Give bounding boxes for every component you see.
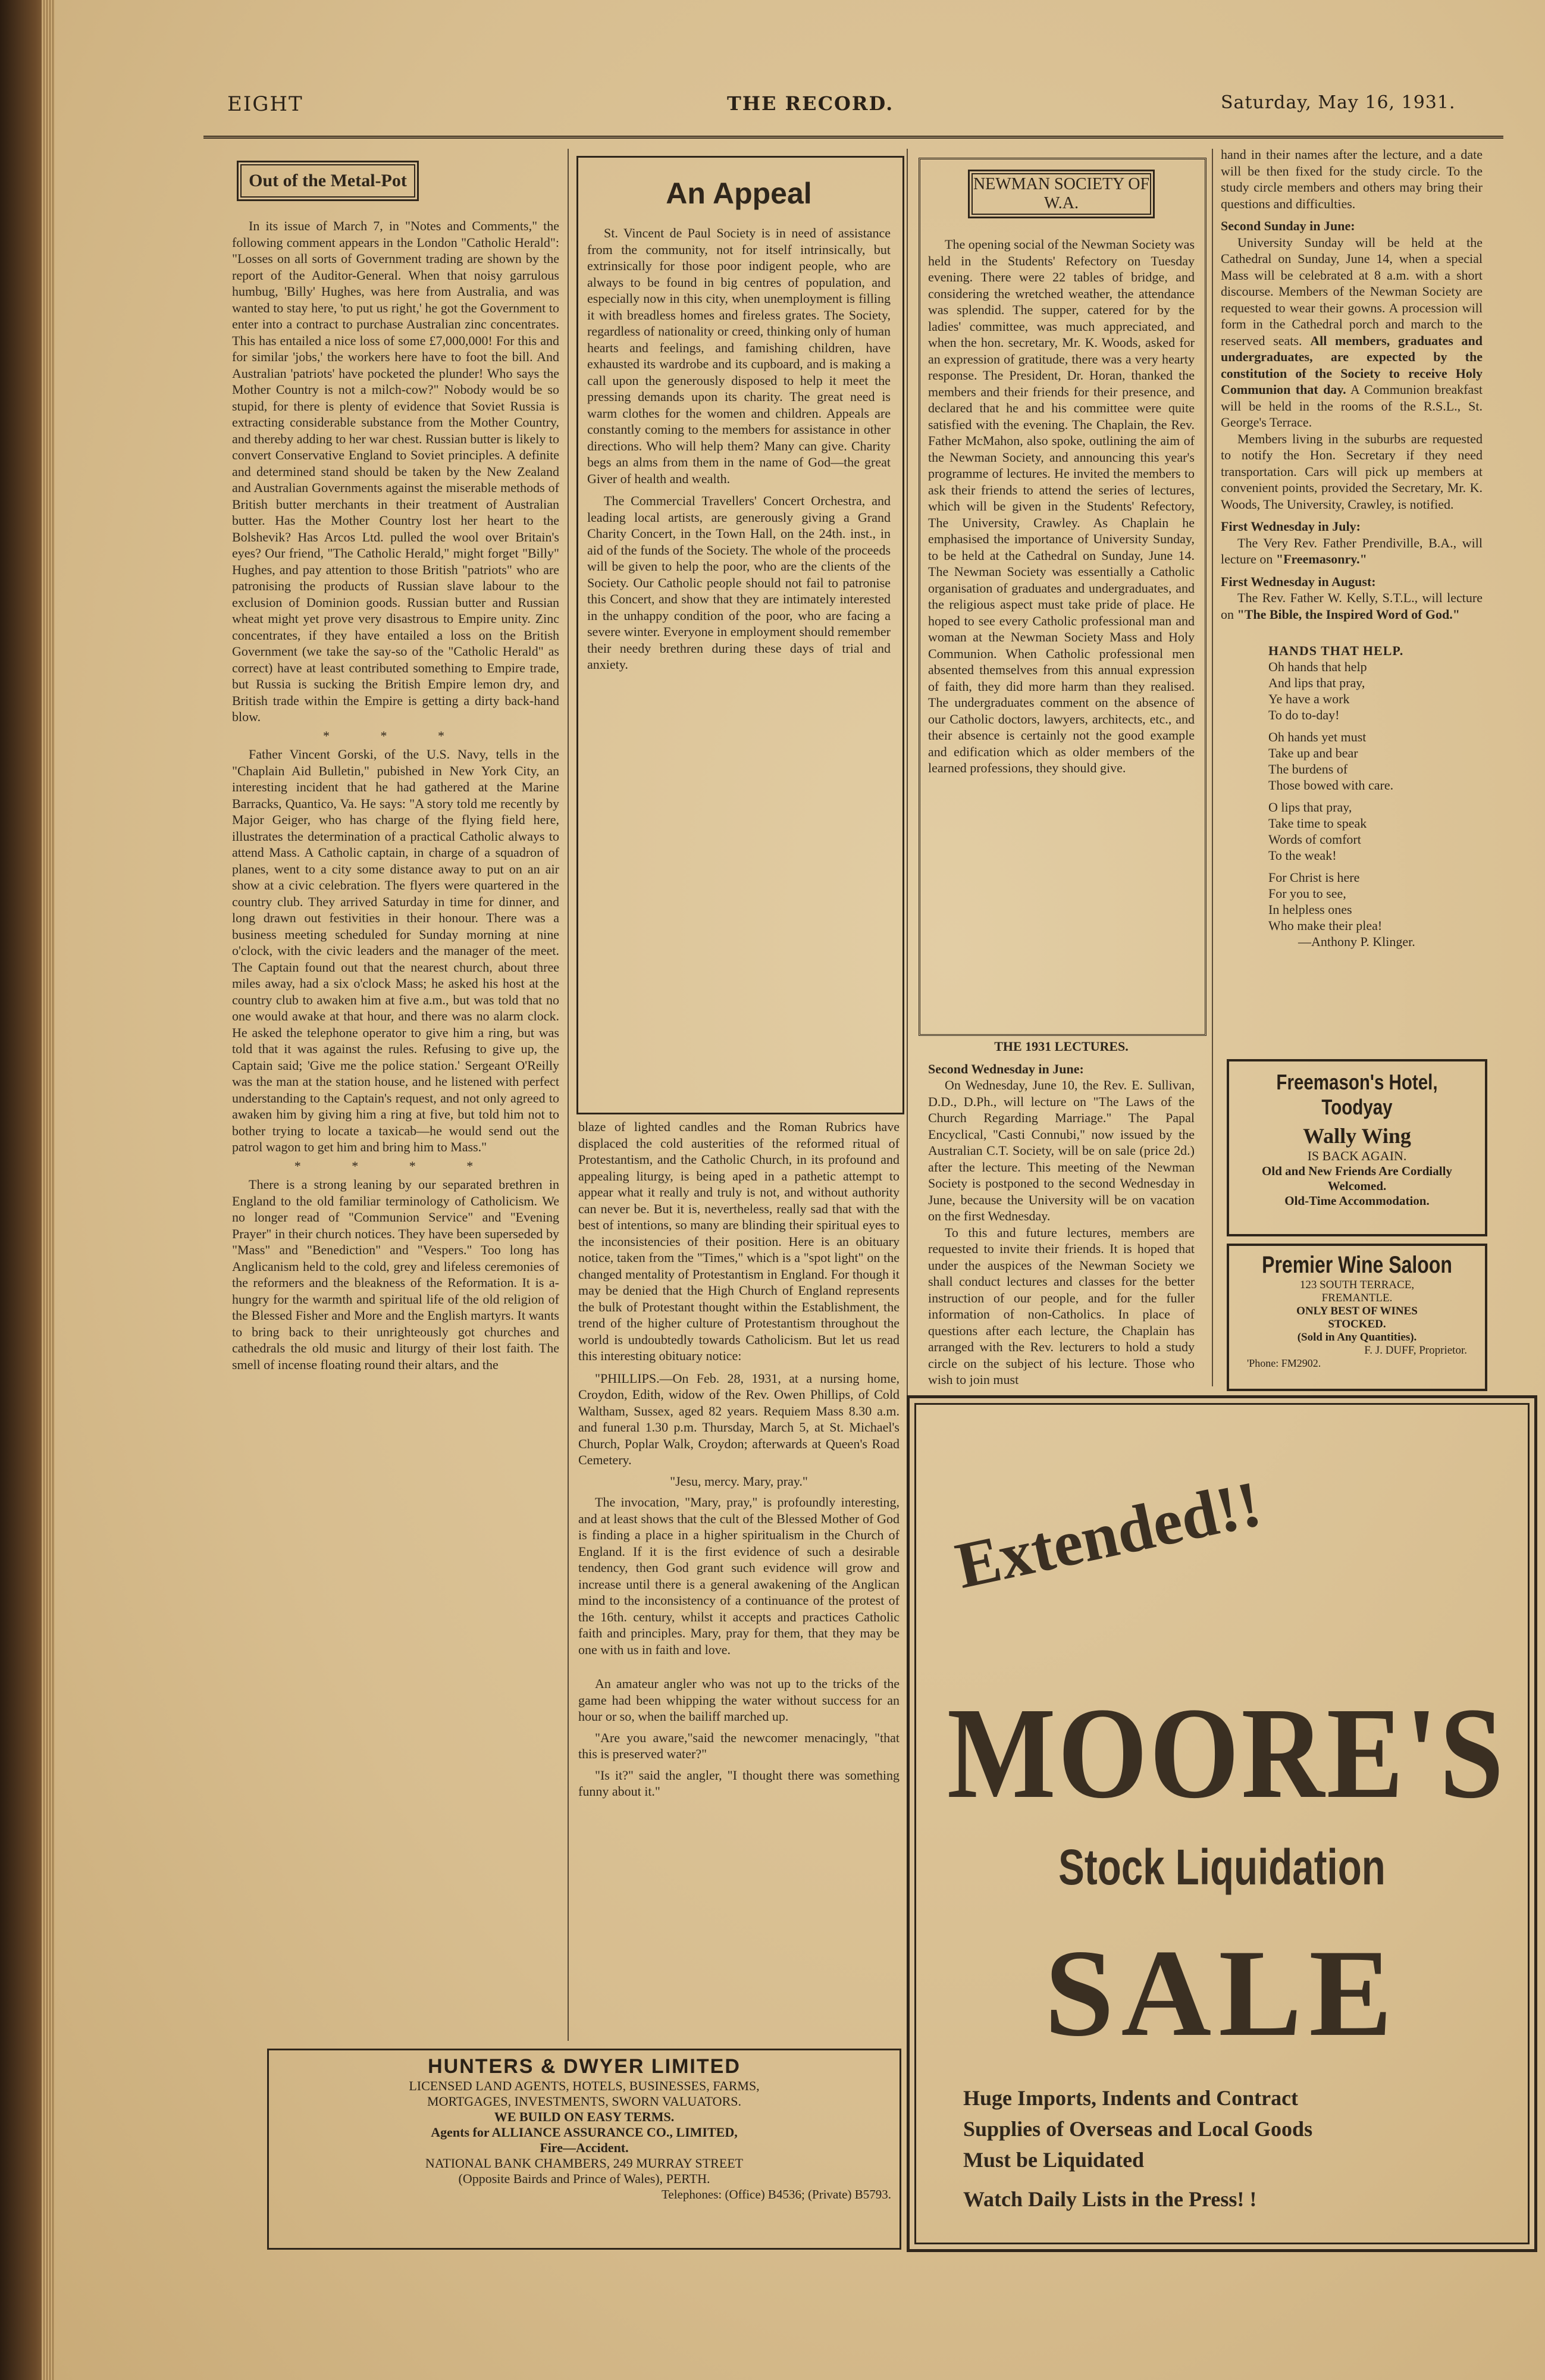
ad-line: F. J. DUFF, Proprietor. (1364, 1344, 1467, 1357)
newman-title: NEWMAN SOCIETY OF W.A. (968, 170, 1155, 218)
ad-line: 123 SOUTH TERRACE, (1299, 1279, 1415, 1291)
obituary-invocation: "Jesu, mercy. Mary, pray." (670, 1473, 808, 1489)
poem-line: Ye have a work (1268, 691, 1350, 706)
ad-line: Agents for ALLIANCE ASSURANCE CO., LIMITED, (431, 2125, 738, 2140)
ad-name: MOORE'S (947, 1680, 1506, 1825)
ad-line: Must be Liquidated (963, 2148, 1145, 2172)
ad-subtitle: Stock Liquidation (1058, 1839, 1386, 1895)
poem-line: Words of comfort (1268, 832, 1361, 847)
poem-line: Take time to speak (1268, 816, 1367, 831)
poem-line: In helpless ones (1268, 902, 1352, 917)
poem-line: —Anthony P. Klinger. (1298, 934, 1415, 949)
ad-line: FREMANTLE. (1321, 1292, 1393, 1304)
metal-pot-para-3: There is a strong leaning by our separated brethren in England to the old familiar terminology of Catholicism. We no longer read of "Communion Service" and "Evening Prayer" in their church notices. They have been superseded by "Mass" and "Benediction" and "Vespers." Too long has Anglicanism held to the cold, grey and lifeless ceremonies of the reformers and the bleakness of the Reformation. It is a-hungry for the warmth and spiritual life of the old religion of the Blessed Fisher and More and the English martyrs. It wants to bring back to their unrighteously got churches and cathedrals the old music and liturgy of their lost faith. The smell of incense floating round their altars, and the (232, 1177, 559, 1372)
ad-line: Supplies of Overseas and Local Goods (963, 2117, 1313, 2141)
column-2-lower (578, 1119, 900, 1800)
poem-line: Oh hands that help (1268, 659, 1367, 674)
ad-line: Fire—Accident. (540, 2140, 629, 2155)
metal-pot-para-2: Father Vincent Gorski, of the U.S. Navy, tells in the "Chaplain Aid Bulletin," pubished in New York City, an interesting incident that he had gathered at the Marine Barracks, Quantico, Va. He says: "A story told me recently by Major Geiger, who has charge of the flying field here, illustrates the determination of a practical Catholic always to attend Mass. A Catholic captain, in charge of a squadron of planes, went to a city some distance away to put on an air show at a civic celebration. The flyers were quartered in the country club. They arrived Saturday in time for dinner, and long drawn out festivities in their honour. There was a business meeting scheduled for Sunday morning at nine o'clock, with the civic leaders and the manager of the meet. The Captain found out that the nearest church, about three miles away, had a six o'clock Mass; he asked his host at the country club to awaken him at five a.m., but was told that no one would awake at that hour, and there was no alarm clock. He asked the telephone operator to give him a ring, but was told that it was against the rules. Refusing to give up, the Captain said; 'Give me the police station.' Sergeant O'Reilly was the man at the station house, and he listened with perfect understanding to the Captain's request, and not only agreed to awaken him by giving him a ring at five, but told him not to bother trying to locate a taxicab—he would send out the patrol wagon to get him and bring him to Mass." (232, 747, 559, 1154)
masthead: THE RECORD. (727, 92, 894, 115)
angler-para-3: "Is it?" said the angler, "I thought there was something funny about it." (578, 1767, 900, 1799)
newspaper-page (55, 0, 1545, 2380)
lecture-subhead: Second Sunday in June: (1221, 218, 1355, 233)
hunters-dwyer-ad (267, 2049, 901, 2250)
column-4 (1221, 146, 1483, 950)
ad-line: WE BUILD ON EASY TERMS. (494, 2109, 675, 2124)
obituary-notice: "PHILLIPS.—On Feb. 28, 1931, at a nursing home, Croydon, Edith, widow of the Rev. Owen Phillips, of Cold Waltham, Sussex, aged 82 years. Requiem Mass 8.30 a.m. and funeral 1.30 p.m. Thursday, March 5, at St. Michael's Church, Poplar Walk, Croydon; afterwards at Queen's Road Cemetery. (578, 1370, 900, 1467)
poem-line: Take up and bear (1268, 746, 1358, 760)
appeal-title: An Appeal (666, 177, 812, 210)
ad-line: ONLY BEST OF WINES (1296, 1305, 1418, 1317)
ad-line: Huge Imports, Indents and Contract (963, 2086, 1299, 2110)
col4-para-4: The Very Rev. Father Prendiville, B.A., will lecture on "Freemasonry." (1221, 535, 1483, 566)
premier-wine-saloon-ad (1227, 1244, 1487, 1391)
ad-owner: Wally Wing (1303, 1124, 1411, 1148)
ad-line: LICENSED LAND AGENTS, HOTELS, BUSINESSES, FARMS, (409, 2078, 760, 2093)
ad-extended: Extended!! (949, 1467, 1267, 1602)
issue-date: Saturday, May 16, 1931. (1221, 92, 1456, 113)
metal-pot-para-1: In its issue of March 7, in "Notes and Comments," the following comment appears in the London "Catholic Herald": "Losses on all sorts of Government trading are shown by the report of the Auditor-General. When that noisy garrulous humbug, 'Billy' Hughes, was here from Australia, and was wanted to stay here, 'to put us right,' he got the Government to enter into a contract to purchase Australian zinc concentrates. This has entailed a nice loss of some £7,000,000! For this and for similar 'jobs,' the workers here have to foot the bill. And Australian 'patriots' have pocketed the plunder! Who says the Mother Country is not a milch-cow?" Nobody would be so stupid, for there is plenty of evidence that Soviet Russia is extracting considerable substance from the Mother Country, and thereby adding to her war chest. Russian butter is likely to convert Conservative England to Soviet principles. A definite and determined stand should be taken by the New Zealand and Australian Governments against the miserable methods of British butter merchants in their treatment of Australian butter. Has the Mother Country lost her heart to the Bolshevik? Has Arcos Ltd. pulled the wool over Britain's eyes? Our friend, "The Catholic Herald," might forget "Billy" Hughes, and pay attention to those British "patriots" who are patronising the products of Russian slave labour to the exclusion of Dominion goods. Russian butter and Russian wheat might yet prove very disastrous to Empire unity. Zinc concentrates, if they have entailed a loss on the British Government (we take the say-so of the "Catholic Herald" as correct) have at least contributed something to Empire trade, but Russia is sucking the British Empire lemon dry, and British trade within the Empire is getting a dirty back-hand blow. (232, 218, 559, 724)
freemasons-hotel-ad (1227, 1059, 1487, 1236)
ad-line: Welcomed. (1327, 1179, 1387, 1193)
poem-line: Who make their plea! (1268, 918, 1383, 933)
lecture-subhead: Second Wednesday in June: (928, 1061, 1084, 1076)
col2-para-1: blaze of lighted candles and the Roman Rubrics have displaced the cold austerities of the reformed ritual of Protestantism, and the Catholic Church, in its profound and appealing liturgy, is being aped in a pathetic attempt to appear what it really and truly is not, and without authority can never be. But it is, nevertheless, really sad that with the best of intentions, so many are blinding their spiritual eyes to the inconsistencies of their position. Here is an obituary notice, taken from the "Times," which is a "spot light" on the changed mentality of Protestantism in England. For though it may be denied that the High Church of England represents the bulk of Protestant thought within the Establishment, the trend of the higher culture of Protestantism throughout the world is undoubtedly towards Catholicism. But let us read this interesting obituary notice: (578, 1119, 900, 1363)
moores-sale-ad (907, 1395, 1537, 2252)
ad-sale: SALE (1044, 1924, 1400, 2062)
ad-line: 'Phone: FM2902. (1247, 1357, 1321, 1369)
poem-line: For Christ is here (1268, 870, 1360, 885)
column-rule (1212, 149, 1213, 1386)
angler-para-2: "Are you aware,"said the newcomer menacingly, "that this is preserved water?" (578, 1730, 900, 1761)
poem-line: O lips that pray, (1268, 800, 1352, 815)
col4-para-5: The Rev. Father W. Kelly, S.T.L., will lecture on "The Bible, the Inspired Word of God." (1221, 590, 1483, 622)
poem-line (1268, 863, 1483, 869)
column-2-upper (587, 173, 891, 673)
ad-name: HUNTERS & DWYER LIMITED (428, 2055, 741, 2078)
col4-para-2: University Sunday will be held at the Cathedral on Sunday, June 14, when a special Mass will be celebrated at 8 a.m. with a short discourse. Members of the Newman Society are requested to wear their gowns. A procession will form in the Cathedral porch and march to the reserved seats. All members, graduates and undergraduates, are expected by the constitution of the Society to receive Holy Communion that day. A Communion breakfast will be held in the rooms of the R.S.L., St. George's Terrace. (1221, 234, 1483, 430)
newman-para-1: The opening social of the Newman Society was held in the Students' Refectory on Tuesday evening. There were 22 tables of bridge, and considering the wretched weather, the attendance was splendid. The supper, catered for by the ladies' committee, was much appreciated, and when the hon. secretary, Mr. K. Woods, asked for an expression of gratitude, there was a very hearty response. The President, Dr. Horan, thanked the members and their friends for their presence, and declared that he and his committee were quite satisfied with the evening. The Chaplain, the Rev. Father McMahon, also spoke, outlining the aim of the Newman Society, and announcing this year's programme of lectures. He invited the members to ask their friends to attend the series of lectures, which will be given in the Students' Refectory, The University, Crawley. As Chaplain he emphasised the importance of University Sunday, to be held at the Cathedral on Sunday, June 14. The Newman Society was essentially a Catholic organisation of graduates and undergraduates, and the religious aspect must take pride of place. He hoped to see every Catholic professional man and woman at the Newman Society Mass and Holy Communion. When Catholic professional men absented themselves from this annual expression of faith, they did more harm than they realised. The undergraduates comment on the absence of our Catholic doctors, lawyers, architects, etc., and their absence is certainly not the good example and edification which as older members of the learned professions, they should give. (928, 237, 1195, 775)
column-3-lower (928, 1038, 1195, 1388)
appeal-para-2: The Commercial Travellers' Concert Orchestra, and leading local artists, are generously giving a Grand Charity Concert, in the Town Hall, on the 24th. inst., in aid of the funds of the Society. The whole of the proceeds will be given to help the poor, who are the clients of the Society. Our Catholic people should not fail to patronise this Concert, and show that they are intimately interested in the unhappy condition of the poor, who are facing a severe winter. Everyone in employment should remember their needy brethren during these days of trial and anxiety. (587, 493, 891, 672)
lecture-subhead: First Wednesday in August: (1221, 574, 1376, 589)
ad-line: Telephones: (Office) B4536; (Private) B5793. (662, 2187, 891, 2202)
ad-line: Old-Time Accommodation. (1284, 1194, 1430, 1208)
poem-line: Oh hands yet must (1268, 729, 1367, 744)
poem-line (1268, 723, 1483, 729)
column-3 (928, 170, 1195, 776)
col4-para-1: hand in their names after the lecture, and a date will be then fixed for the study circle. To the study circle members and others may bring their questions and difficulties. (1221, 147, 1483, 211)
ad-line: NATIONAL BANK CHAMBERS, 249 MURRAY STREET (425, 2156, 744, 2171)
angler-para-1: An amateur angler who was not up to the tricks of the game had been whipping the water without success for an hour or so, when the bailiff marched up. (578, 1676, 900, 1724)
poem-line: To do to-day! (1268, 707, 1340, 722)
ad-body (963, 2082, 1312, 2215)
page-edges (42, 0, 55, 2380)
divider-stars: * * * (323, 728, 468, 743)
ad-line: MORTGAGES, INVESTMENTS, SWORN VALUATORS. (427, 2094, 741, 2109)
poem-title: HANDS THAT HELP. (1268, 643, 1404, 658)
col2-para-2: The invocation, "Mary, pray," is profoundly interesting, and at least shows that the cult of the Blessed Mother of God is finding a place in a higher spiritualism in the Church of England. If it is the first evidence of such a desirable tendency, then God grant such evidence will grow and increase until there is a general awakening of the Anglican mind to the inconsistency of a continuance of the protest of the 16th. century, whilst it accepts and practices Catholic faith and principles. Mary, pray for them, that they may be one with us in faith and love. (578, 1495, 900, 1657)
poem-line: Those bowed with care. (1268, 778, 1394, 793)
ad-line: STOCKED. (1328, 1318, 1386, 1330)
poem-line: To the weak! (1268, 848, 1337, 863)
lecture-subhead: First Wednesday in July: (1221, 519, 1361, 534)
newman-para-2: On Wednesday, June 10, the Rev. E. Sullivan, D.D., D.Ph., will lecture on "The Laws of the Church Regarding Marriage." The Papal Encyclical, "Casti Connubi," now issued by the Australian C.T. Society, will be on sale (price 2d.) after the lecture. This meeting of the Newman Society is postponed to the second Wednesday in June, because the University will be on vacation on the first Wednesday. (928, 1078, 1195, 1223)
ad-name: Freemason's Hotel, Toodyay (1276, 1070, 1438, 1119)
poem-line: And lips that pray, (1268, 675, 1365, 690)
newman-para-3: To this and future lectures, members are requested to invite their friends. It is hoped that under the auspices of the Newman Society we shall conduct lectures and classes for the better instruction of our people, and for the fuller information of non-Catholics. In place of questions after each lecture, the Chaplain has arranged with the Rev. lecturers to hold a study circle on the subject of his lecture. Those who wish to join must (928, 1225, 1195, 1387)
column-1 (232, 161, 559, 1373)
ad-line: Old and New Friends Are Cordially (1262, 1164, 1452, 1178)
poem-lines (1268, 659, 1483, 950)
ad-line: Watch Daily Lists in the Press! ! (963, 2187, 1257, 2211)
column-rule (568, 149, 569, 2041)
appeal-para-1: St. Vincent de Paul Society is in need of assistance from the community, not for itself intrinsically, but extrinsically for those poor indigent people, who are always to be found in big centres of population, and especially now in this city, when unemployment is filling it with breadless homes and fireless grates. The Society, regardless of nationality or creed, thinking only of human hearts and feelings, and famishing children, have exhausted its wardrobe and its cupboard, and is making a call upon the generously disposed to help it meet the pressing demands upon its charity. The great need is warm clothes for the women and children. Appeals are constantly coming to the members for assistance in other directions. Who will help them? Many can give. Charity begs an alms from them in the name of God—the great Giver of health and wealth. (587, 226, 891, 486)
poem (1221, 643, 1483, 950)
metal-pot-title: Out of the Metal-Pot (237, 161, 419, 201)
poem-line (1268, 793, 1483, 799)
col4-para-3: Members living in the suburbs are requested to notify the Hon. Secretary if they need transportation. Cars will pick up members at convenient points, provided the Secretary, Mr. K. Woods, The University, Crawley, is notified. (1221, 431, 1483, 512)
poem-line: The burdens of (1268, 762, 1348, 776)
ad-line: IS BACK AGAIN. (1307, 1148, 1407, 1163)
poem-line: For you to see, (1268, 886, 1346, 901)
lectures-heading: THE 1931 LECTURES. (994, 1039, 1129, 1054)
divider-stars: * * * * (294, 1158, 497, 1173)
ad-line: (Opposite Bairds and Prince of Wales), PERTH. (458, 2171, 710, 2186)
page-number: EIGHT (227, 92, 303, 116)
ad-name: Premier Wine Saloon (1262, 1252, 1452, 1278)
ad-line: (Sold in Any Quantities). (1297, 1331, 1417, 1344)
header-rule (203, 136, 1503, 139)
